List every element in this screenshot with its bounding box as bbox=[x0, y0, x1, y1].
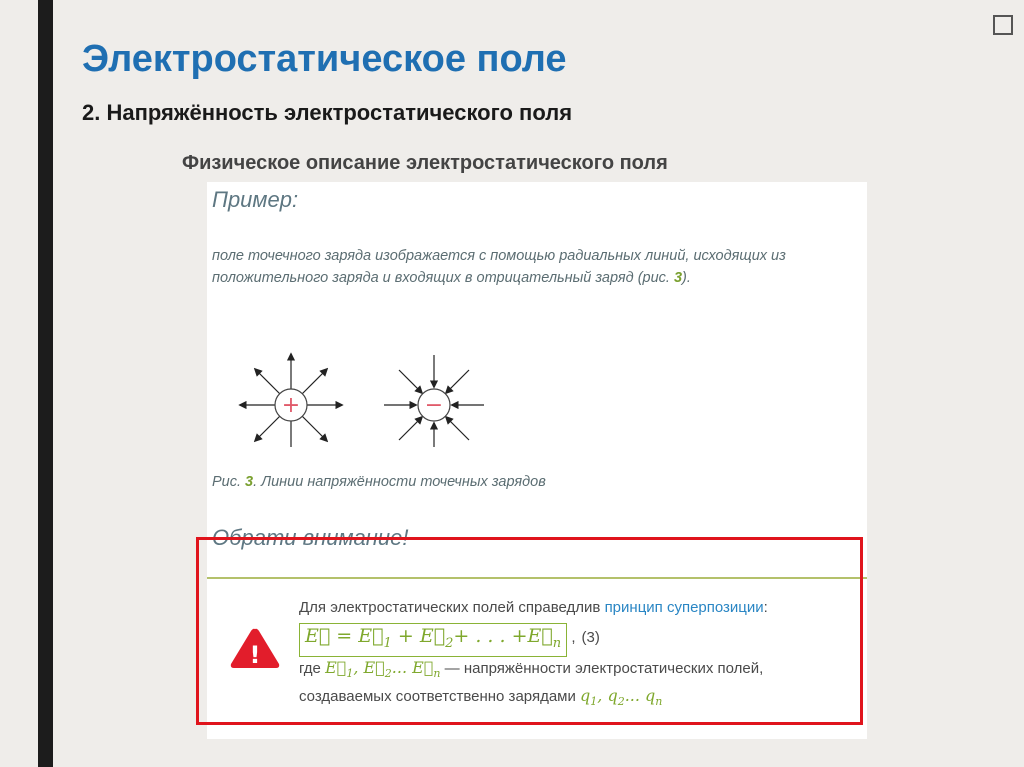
superposition-formula: E⃗ = $E⃗_1$ + $E⃗_2+$ . . . $+E⃗_n$ bbox=[299, 623, 567, 657]
formula-row: E⃗ = $E⃗_1$ + $E⃗_2+$ . . . $+E⃗_n$ , (3) bbox=[299, 623, 859, 657]
slide-title: Электростатическое поле bbox=[82, 38, 567, 80]
example-heading: Пример: bbox=[212, 187, 299, 212]
dash-text: — напряжённости электростатических полей, bbox=[440, 660, 764, 677]
charge-symbols: $q_1$, $q_2$... $q_n$ bbox=[580, 686, 663, 709]
warning-mark: ! bbox=[249, 641, 261, 669]
figure-caption bbox=[212, 474, 546, 490]
where-label: где bbox=[299, 660, 326, 677]
equation-number: (3) bbox=[581, 629, 600, 646]
notice-intro: Для электростатических полей справедлив bbox=[299, 599, 605, 616]
notice-colon: : bbox=[763, 599, 768, 616]
field-vectors: $E⃗_1$, $E⃗_2$... $E⃗_n$ bbox=[325, 658, 441, 681]
caption-text: . Линии напряжённости точечных зарядов bbox=[253, 474, 546, 490]
negative-charge bbox=[384, 355, 484, 447]
caption-prefix: Рис. bbox=[212, 474, 246, 490]
notice-heading: Обрати внимание! bbox=[212, 525, 409, 550]
example-body: поле точечного заряда изображается с помощью радиальных линий, исходящих из положительного заряда и входящих в отрицательный заряд (рис. bbox=[212, 248, 786, 286]
left-accent-bar bbox=[38, 0, 53, 767]
example-text bbox=[212, 245, 862, 289]
superposition-link[interactable]: принцип суперпозиции bbox=[604, 599, 764, 616]
figure-reference: 3 bbox=[673, 270, 683, 286]
example-end: ). bbox=[682, 270, 691, 286]
highlight-frame bbox=[196, 537, 863, 725]
slide-subtitle: 2. Напряжённость электростатического поля bbox=[82, 100, 573, 125]
plus-sign: + bbox=[281, 393, 301, 418]
positive-charge bbox=[240, 354, 342, 447]
corner-square-icon bbox=[992, 14, 1014, 36]
minus-sign: − bbox=[424, 393, 444, 418]
field-lines-figure bbox=[232, 347, 492, 447]
caption-number: 3 bbox=[245, 474, 254, 490]
section-heading: Физическое описание электростатического поля bbox=[182, 152, 668, 174]
charges-text: создаваемых соответственно зарядами bbox=[299, 688, 581, 706]
